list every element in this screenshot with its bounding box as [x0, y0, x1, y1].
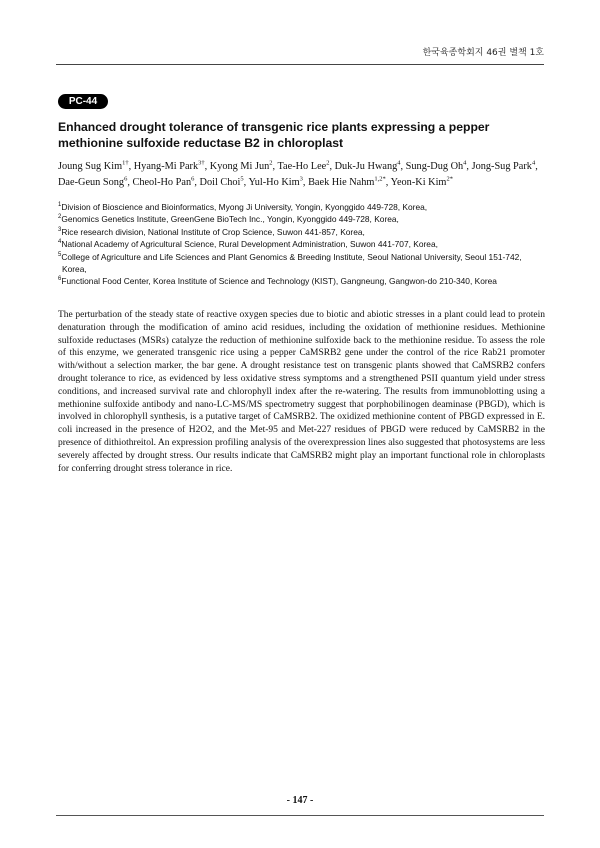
author — [200, 177, 244, 188]
affiliation-item — [58, 251, 548, 276]
author-name: Joung Sug Kim — [58, 161, 123, 172]
paper-title: Enhanced drought tolerance of transgenic rice plants expressing a pepper methionine sulfoxide reductase B2 in chloroplast — [58, 120, 490, 150]
page-number: - 147 - — [286, 795, 314, 806]
author — [248, 177, 302, 188]
affiliation-number: 3 — [58, 227, 62, 234]
affiliation-number: 4 — [58, 239, 62, 246]
author-name: Yul-Ho Kim — [248, 177, 300, 188]
author-affiliation-marker: 1,2* — [374, 175, 386, 183]
author — [134, 161, 205, 172]
author-name: Cheol-Ho Pan — [132, 177, 192, 188]
author-name: Tae-Ho Lee — [277, 161, 327, 172]
author-affiliation-marker: 2* — [446, 175, 453, 183]
author — [210, 161, 273, 172]
author-affiliation-marker: 6 — [191, 175, 195, 183]
affiliation-text: Genomics Genetics Institute, GreenGene BioTech Inc., Yongin, Kyonggido 449-728, Korea, — [61, 214, 399, 225]
author-affiliation-marker: 2 — [269, 159, 273, 167]
author-name: Hyang-Mi Park — [133, 161, 199, 172]
author-name: Sung-Dug Oh — [405, 161, 464, 172]
author-affiliation-marker: 2 — [326, 159, 330, 167]
author — [132, 177, 194, 188]
affiliation-number: 1 — [58, 202, 62, 209]
header-divider — [56, 64, 544, 65]
author-name: Jong-Sug Park — [471, 161, 532, 172]
affiliation-text: Division of Bioscience and Bioinformatics, Myong Ji University, Yongin, Kyonggido 449-728, Korea, — [61, 202, 428, 212]
author-affiliation-marker: 4 — [531, 159, 536, 167]
author-affiliation-marker: 3 — [299, 175, 303, 183]
poster-id-badge: PC-44 — [58, 94, 108, 109]
author-name: Kyong Mi Jun — [209, 161, 270, 172]
affiliation-item — [58, 238, 548, 250]
author — [472, 161, 536, 172]
author-affiliation-marker: 3† — [198, 159, 205, 167]
author-name: Duk-Ju Hwang — [334, 161, 398, 172]
abstract-text: The perturbation of the steady state of reactive oxygen species due to biotic and abiotic stresses in a plant could lead to protein denaturation through the modification of amino acid residues, including the oxidation of methionine residues. Methionine sulfoxide reductases (MSRs) catalyze the reduction of methionine sulfoxide back to the methionine residue. To assess the role of this enzyme, we generated transgenic rice using a pepper CaMSRB2 gene under the control of the rice Rab21 promoter with/without a selection marker, the bar gene. A drought resistance test on transgenic plants showed that CaMSRB2 confers drought tolerance to rice, as evidenced by less oxidative stress symptoms and a strengthened PSII quantum yield under stress conditions, and increased survival rate and chlorophyll index after the re-watering. The results from immunoblotting using a methionine sulfoxide antibody and nano-LC-MS/MS spectrometry suggest that porphobilinogen deaminase (PBGD), which is involved in chlorophyll synthesis, is a putative target of CaMSRB2. The oxidized methionine content of PBGD expressed in E. coli increased in the presence of H2O2, and the Met-95 and Met-227 residues of PBGD were reduced by CaMSRB2 in the presence of dithiothreitol. An expression profiling analysis of the overexpression lines also suggested that photosystems are less severely affected by drought stress. Our results indicate that CaMSRB2 might play an important functional role in chloroplasts for conferring drought stress tolerance in rice. — [58, 310, 545, 474]
author-list: Joung Sug Kim$^{1\dagger}$, Hyang-Mi Park$^{3\dagger}$, Kyong Mi Jun$^2$, Tae-Ho Lee$^2$, Duk-Ju Hwang$^4$, Sung-Dug Oh$^4$, Jong-Sug Park$^4$, Dae-Geun Song$^6$, Cheol-Ho Pan$^6$, Doil Choi$^5$, Yul-Ho Kim$^3$, Baek Hie Nahm$^{1,2*}$, Yeon-Ki Kim$^{2*}$ — [58, 159, 538, 188]
affiliation-number: 6 — [58, 276, 62, 283]
affiliation-number: 2 — [58, 214, 62, 221]
author — [58, 177, 127, 188]
author-affiliation-marker: 4 — [397, 159, 401, 167]
footer-divider — [56, 815, 544, 816]
affiliation-text: National Academy of Agricultural Science, Rural Development Administration, Suwon 441-707, Korea, — [61, 239, 438, 250]
affiliation-number: 5 — [58, 251, 62, 258]
author-affiliation-marker: 1† — [122, 159, 129, 167]
author-affiliation-marker: 6 — [124, 175, 128, 183]
author — [277, 161, 329, 172]
affiliation-text: Rice research division, National Institute of Crop Science, Suwon 441-857, Korea, — [61, 226, 365, 237]
affiliation-text: College of Agriculture and Life Sciences and Plant Genomics & Breeding Institute, Seoul National University, Seoul 151-742, Korea, — [61, 251, 522, 275]
affiliation-item — [58, 201, 548, 213]
author-name: Yeon-Ki Kim — [390, 177, 447, 188]
affiliation-item — [58, 226, 548, 238]
author-affiliation-marker: 5 — [240, 175, 244, 183]
affiliation-list — [58, 201, 548, 288]
affiliation-item — [58, 275, 548, 287]
author-name: Dae-Geun Song — [58, 177, 125, 188]
author-name: Baek Hie Nahm — [308, 177, 375, 188]
author — [308, 177, 386, 188]
affiliation-item — [58, 213, 548, 225]
author-name: Doil Choi — [199, 177, 241, 188]
author — [406, 161, 467, 172]
journal-header: 한국육종학회지 46권 별책 1호 — [422, 48, 544, 58]
affiliation-text: Functional Food Center, Korea Institute of Science and Technology (KIST), Gangneung, Gangwon-do 210-340, Korea — [61, 276, 497, 287]
author — [391, 177, 453, 188]
author — [58, 161, 129, 172]
author-affiliation-marker: 4 — [463, 159, 467, 167]
author — [335, 161, 401, 172]
